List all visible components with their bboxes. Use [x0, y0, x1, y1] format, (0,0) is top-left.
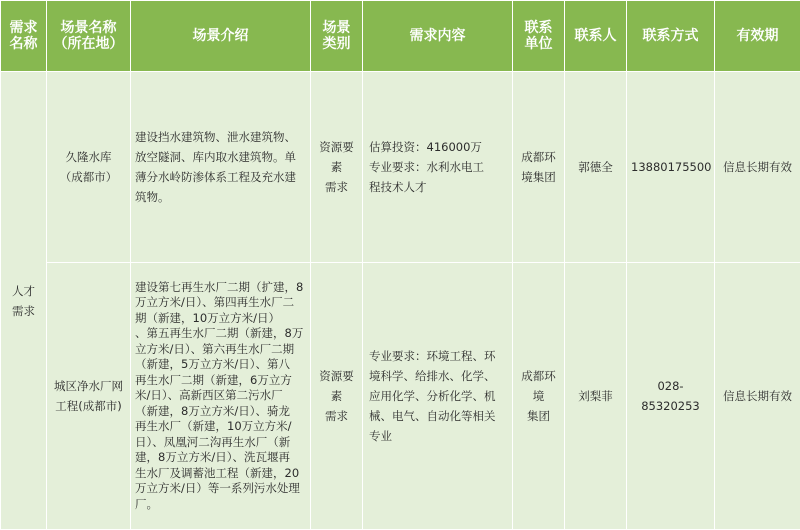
contact-phone-cell: 028-85320253 — [627, 263, 715, 530]
scene-intro-cell: 建设第七再生水厂二期（扩建，8 万立方米/日）、第四再生水厂二 期（新建，10万立方米/日） 、第五再生水厂二期（新建，8万 立方米/日）、第六再生水厂二期 （新建，5万立方米/日）、第八 再生水厂二期（新建，6万立方 米/日）、高新西区第二污水厂 （新建，8万立方米/日）、骑龙 再生水厂（新建，10万立方米/ 日）、凤凰河二沟再生水厂（新 建，8万立方米/日）、洗瓦堰再 生水厂及调蓄池工程（新建，20 万立方米/日）等一系列污水处理 厂。 — [131, 263, 311, 530]
header-validity: 有效期 — [715, 1, 800, 72]
scene-type-cell: 资源要素 需求 — [311, 263, 363, 530]
contact-person-cell: 郭德全 — [565, 72, 627, 263]
header-demand-content: 需求内容 — [363, 1, 513, 72]
header-scene-name: 场景名称 （所在地） — [47, 1, 131, 72]
scene-name-cell: 城区净水厂网 工程(成都市) — [47, 263, 131, 530]
contact-phone-cell: 13880175500 — [627, 72, 715, 263]
demand-content-cell: 专业要求：环境工程、环 境科学、给排水、化学、 应用化学、分析化学、机 械、电气、自动化等相关 专业 — [363, 263, 513, 530]
header-row — [1, 1, 800, 72]
header-demand-name: 需求 名称 — [1, 1, 47, 72]
table-row — [1, 72, 800, 263]
header-scene-type: 场景 类别 — [311, 1, 363, 72]
header-contact-person: 联系人 — [565, 1, 627, 72]
validity-cell: 信息长期有效 — [715, 72, 800, 263]
validity-cell: 信息长期有效 — [715, 263, 800, 530]
contact-unit-cell: 成都环 境集团 — [513, 72, 565, 263]
table-row — [1, 263, 800, 530]
contact-unit-cell: 成都环境 集团 — [513, 263, 565, 530]
scene-type-cell: 资源要素 需求 — [311, 72, 363, 263]
contact-person-cell: 刘梨菲 — [565, 263, 627, 530]
header-contact-method: 联系方式 — [627, 1, 715, 72]
scene-intro-cell: 建设挡水建筑物、泄水建筑物、 放空隧洞、库内取水建筑物。单 薄分水岭防渗体系工程及充水建 筑物。 — [131, 72, 311, 263]
demand-content-cell: 估算投资：416000万 专业要求：水利水电工 程技术人才 — [363, 72, 513, 263]
category-cell: 人才 需求 — [1, 72, 47, 530]
header-scene-intro: 场景介绍 — [131, 1, 311, 72]
scene-name-cell: 久隆水库 （成都市） — [47, 72, 131, 263]
header-contact-unit: 联系 单位 — [513, 1, 565, 72]
